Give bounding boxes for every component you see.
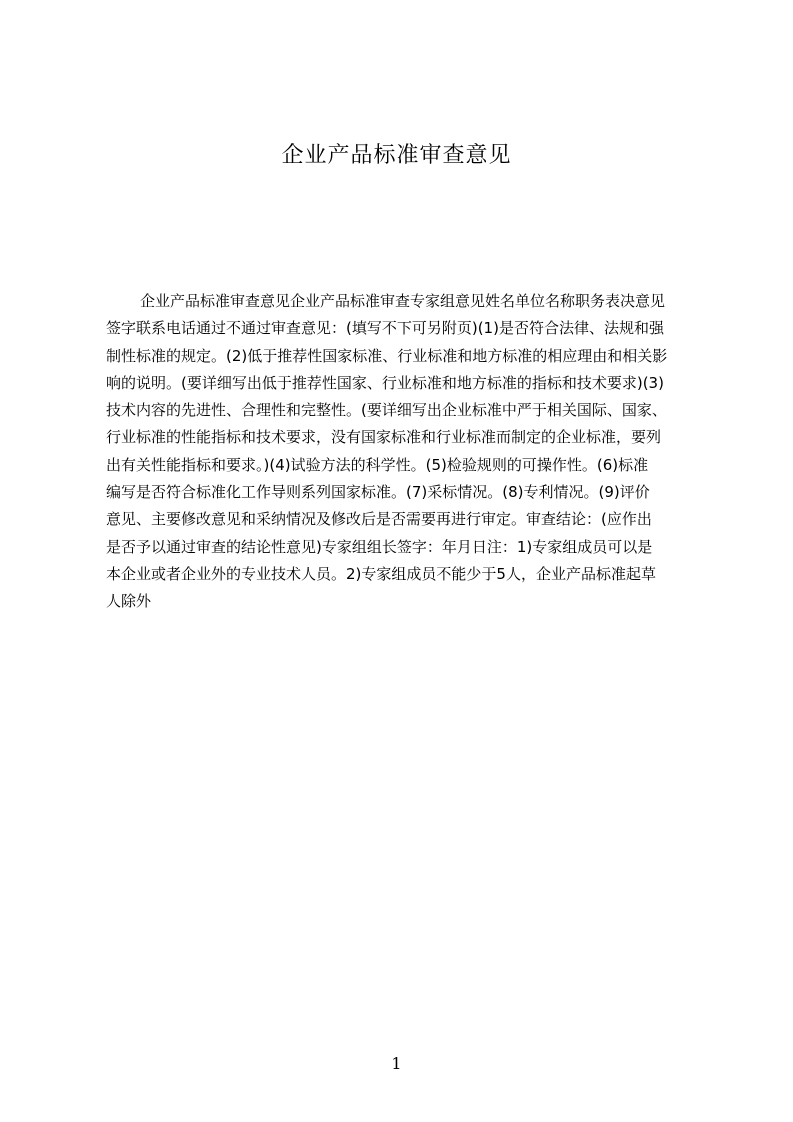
body-line: 签字联系电话通过不通过审查意见：(填写不下可另附页)(1)是否符合法律、法规和强	[106, 319, 664, 338]
page-number: 1	[391, 1054, 402, 1073]
body-line: 意见、主要修改意见和采纳情况及修改后是否需要再进行审定。审查结论：(应作出	[106, 510, 652, 529]
body-line: 技术内容的先进性、合理性和完整性。(要详细写出企业标准中严于相关国际、国家、	[106, 401, 667, 420]
body-line: 是否予以通过审查的结论性意见)专家组组长签字：年月日注：1)专家组成员可以是	[106, 537, 653, 556]
body-line: 行业标准的性能指标和技术要求，没有国家标准和行业标准而制定的企业标准，要列	[106, 428, 662, 447]
body-line: 企业产品标准审查意见企业产品标准审查专家组意见姓名单位名称职务表决意见	[140, 292, 666, 310]
document-body	[106, 288, 698, 616]
document-title: 企业产品标准审查意见	[281, 143, 512, 168]
body-line: 响的说明。(要详细写出低于推荐性国家、行业标准和地方标准的指标和技术要求)(3)	[106, 373, 664, 392]
body-line: 编写是否符合标准化工作导则系列国家标准。(7)采标情况。(8)专利情况。(9)评价	[106, 483, 650, 502]
body-line: 出有关性能指标和要求。)(4)试验方法的科学性。(5)检验规则的可操作性。(6)标准	[106, 455, 649, 474]
body-line: 本企业或者企业外的专业技术人员。2)专家组成员不能少于5人，企业产品标准起草	[106, 564, 656, 583]
body-line: 制性标准的规定。(2)低于推荐性国家标准、行业标准和地方标准的相应理由和相关影	[106, 346, 668, 365]
body-line: 人除外	[106, 592, 152, 611]
